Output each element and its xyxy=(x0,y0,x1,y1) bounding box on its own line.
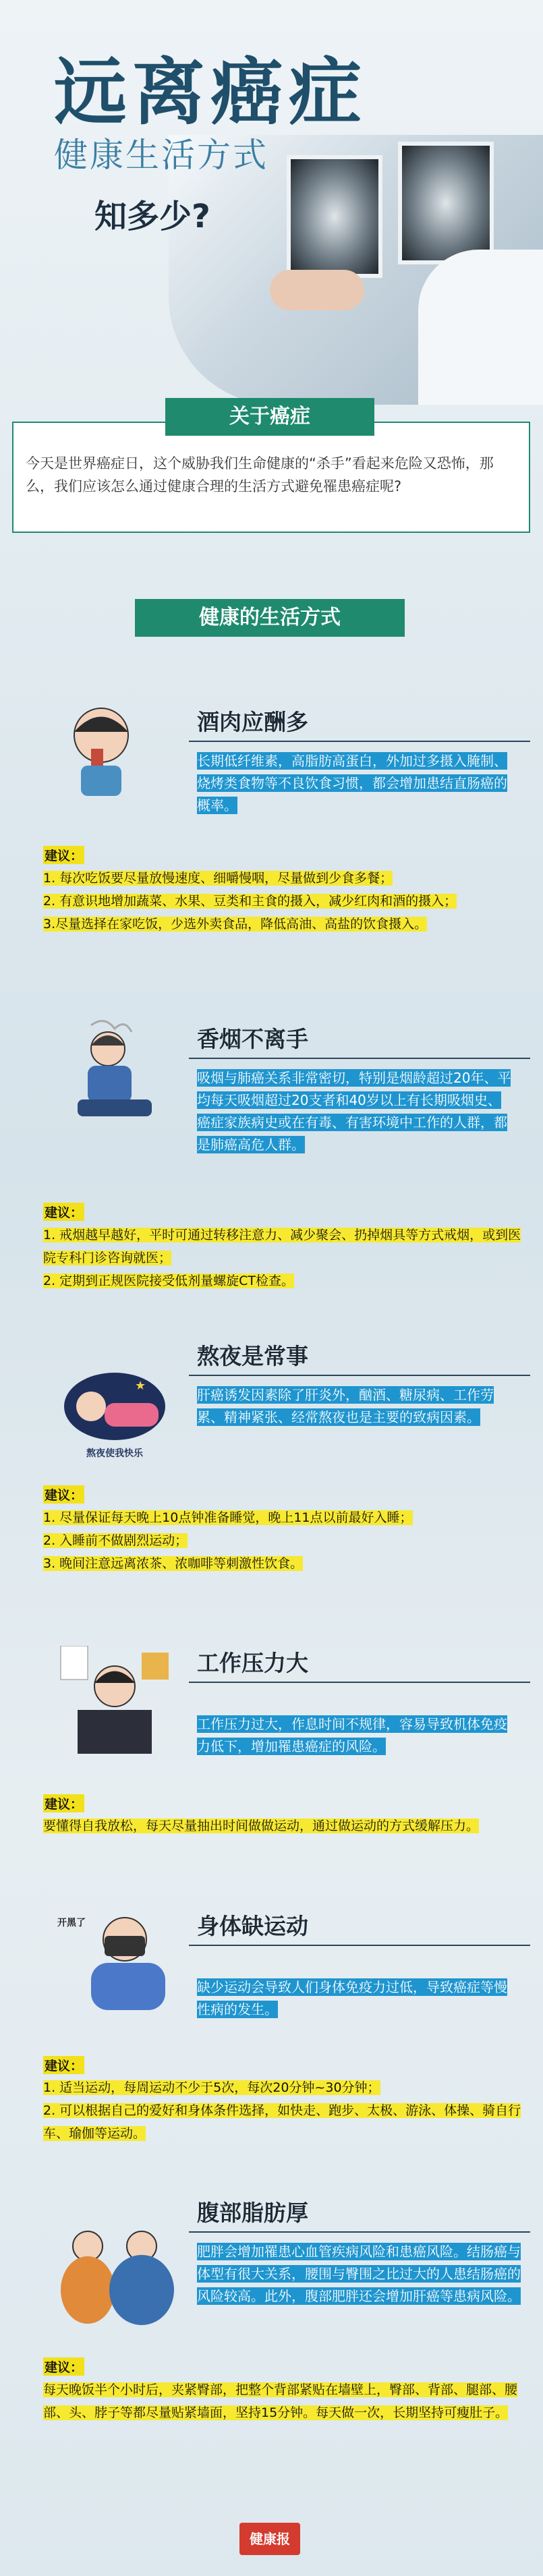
advice-item: 3. 晚间注意远离浓茶、浓咖啡等刺激性饮食。 xyxy=(43,1556,304,1571)
section-description: 吸烟与肺癌关系非常密切，特别是烟龄超过20年、平均每天吸烟超过20支者和40岁以上有长期吸烟史、癌症家族病史或在有毒、有害环境中工作的人群，都是肺癌高危人群。 xyxy=(197,1070,511,1153)
intro-text: 今天是世界癌症日，这个威胁我们生命健康的“杀手”看起来危险又恐怖，那么，我们应该怎么通过健康合理的生活方式避免罹患癌症呢? xyxy=(26,455,494,494)
page-question: 知多少? xyxy=(94,198,210,235)
advice-label: 建议： xyxy=(43,1485,84,1504)
advice-label: 建议： xyxy=(43,2357,84,2376)
lifestyle-banner: 健康的生活方式 xyxy=(135,599,405,637)
xray-film-left xyxy=(287,155,382,278)
sleeping-person-icon xyxy=(61,1369,169,1443)
section-divider xyxy=(189,1375,530,1376)
advice-list xyxy=(43,1506,530,1575)
section-divider xyxy=(189,2231,530,2233)
section-description: 肥胖会增加罹患心血管疾病风险和患癌风险。结肠癌与体型有很大关系，腰围与臀围之比过大的人患结肠癌的风险较高。此外，腹部肥胖还会增加肝癌等患病风险。 xyxy=(197,2243,521,2304)
section-description: 缺少运动会导致人们身体免疫力过低，导致癌症等慢性病的发生。 xyxy=(197,1979,507,2017)
svg-text:★: ★ xyxy=(135,1379,146,1393)
advice-item: 1. 戒烟越早越好，平时可通过转移注意力、减少聚会、扔掉烟具等方式戒烟，或到医院专科门诊咨询就医； xyxy=(43,1228,521,1265)
advice-list xyxy=(43,867,530,936)
section-title: 香烟不离手 xyxy=(197,1026,308,1052)
advice-item: 每天晚饭半个小时后，夹紧臀部，把整个背部紧贴在墙壁上，臀部、背部、腿部、腰部、头、脖子等都尽量贴紧墙面，坚持15分钟。每天做一次，长期坚持可瘦肚子。 xyxy=(43,2382,518,2420)
section-description: 工作压力过大，作息时间不规律，容易导致机体免疫力低下，增加罹患癌症的风险。 xyxy=(197,1716,507,1754)
section-divider xyxy=(189,1058,530,1059)
advice-item: 2. 可以根据自己的爱好和身体条件选择，如快走、跑步、太极、游泳、体操、骑自行车、瑜伽等运动。 xyxy=(43,2103,521,2141)
about-banner: 关于癌症 xyxy=(165,398,374,436)
belly-fat-illustration xyxy=(54,2226,175,2327)
section-divider xyxy=(189,1682,530,1683)
brand-logo: 健康报 xyxy=(239,2523,300,2555)
stay-up-late-illustration xyxy=(61,1369,169,1457)
illustration-caption: 熬夜使我快乐 xyxy=(86,1448,143,1459)
advice-label: 建议： xyxy=(43,2056,84,2074)
illustration-caption: 开黑了 xyxy=(57,1918,86,1928)
section-description: 肝癌诱发因素除了肝炎外，酗酒、糖尿病、工作劳累、精神紧张、经常熬夜也是主要的致病因素。 xyxy=(197,1387,494,1425)
doctor-coat-illustration xyxy=(418,250,543,405)
advice-item: 1. 尽量保证每天晚上10点钟准备睡觉，晚上11点以前最好入睡； xyxy=(43,1510,413,1525)
work-pressure-illustration xyxy=(54,1646,175,1754)
advice-label: 建议： xyxy=(43,1203,84,1221)
gaming-person-illustration xyxy=(57,1902,172,2010)
advice-item: 要懂得自我放松，每天尽量抽出时间做做运动，通过做运动的方式缓解压力。 xyxy=(43,1819,480,1833)
section-title: 工作压力大 xyxy=(197,1650,308,1676)
advice-list xyxy=(43,2076,530,2145)
advice-item: 1. 每次吃饭要尽量放慢速度、细嚼慢咽，尽量做到少食多餐； xyxy=(43,871,393,886)
advice-list xyxy=(43,1224,530,1292)
advice-list xyxy=(43,2378,530,2424)
drinking-man-illustration xyxy=(64,702,138,796)
advice-list xyxy=(43,1814,530,1837)
advice-item: 2. 定期到正规医院接受低剂量螺旋CT检查。 xyxy=(43,1273,295,1288)
advice-item: 2. 入睡前不做剧烈运动； xyxy=(43,1533,188,1548)
page-subtitle: 健康生活方式 xyxy=(54,136,268,175)
section-title: 熬夜是常事 xyxy=(197,1343,308,1369)
doctor-hand-illustration xyxy=(270,270,364,310)
xray-film-right xyxy=(398,142,494,264)
advice-label: 建议： xyxy=(43,1794,84,1812)
advice-item: 2. 有意识地增加蔬菜、水果、豆类和主食的摄入，减少红肉和酒的摄入； xyxy=(43,894,457,909)
section-title: 酒肉应酬多 xyxy=(197,709,308,735)
section-description: 长期低纤维素，高脂肪高蛋白，外加过多摄入腌制、烧烤类食物等不良饮食习惯，都会增加患结直肠癌的概率。 xyxy=(197,753,507,813)
advice-label: 建议： xyxy=(43,846,84,864)
page-title: 远离癌症 xyxy=(54,50,368,135)
advice-item: 1. 适当运动，每周运动不少于5次，每次20分钟~30分钟； xyxy=(43,2080,380,2095)
section-divider xyxy=(189,741,530,742)
section-title: 身体缺运动 xyxy=(197,1913,308,1939)
section-title: 腹部脂肪厚 xyxy=(197,2200,308,2226)
smoking-man-illustration xyxy=(51,1019,165,1120)
section-divider xyxy=(189,1945,530,1946)
advice-item: 3.尽量选择在家吃饭，少选外卖食品，降低高油、高盐的饮食摄入。 xyxy=(43,917,428,932)
